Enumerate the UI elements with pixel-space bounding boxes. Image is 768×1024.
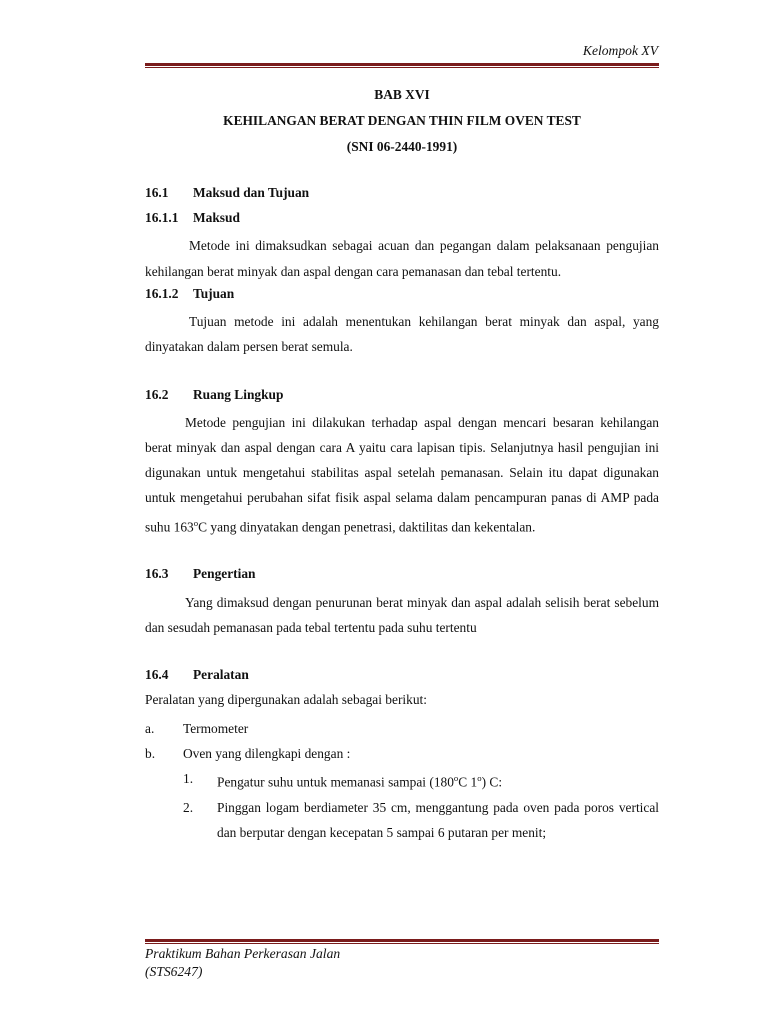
chapter-number: BAB XVI [374,87,430,102]
subsection-heading-16-1-2: 16.1.2 Tujuan [145,285,235,301]
header-rule [145,63,659,68]
section-heading-16-3: 16.3 Pengertian [145,566,256,582]
page-footer [145,945,340,981]
paragraph-maksud: Metode ini dimaksudkan sebagai acuan dan pegangan dalam pelaksanaan pengujian kehilangan berat minyak dan aspal dengan cara pemanasan dan tebal tertentu. [145,238,659,279]
list-item: b. Oven yang dilengkapi dengan : [145,745,351,761]
document-body [145,183,659,845]
section-heading-16-2: 16.2 Ruang Lingkup [145,386,284,402]
paragraph-tujuan: Tujuan metode ini adalah menentukan kehilangan berat minyak dan aspal, yang dinyatakan dalam persen berat semula. [145,313,659,355]
chapter-standard: (SNI 06-2440-1991) [346,139,458,154]
page-header-group: Kelompok XV [582,43,658,58]
subsection-heading-16-1-1: 16.1.1 Maksud [145,210,240,226]
section-heading-16-4: 16.4 Peralatan [145,667,249,683]
sub-list-item: 1. Pengatur suhu untuk memanasi sampai (180$^o$C 1$^o$) C: [183,770,503,790]
chapter-title: KEHILANGAN BERAT DENGAN THIN FILM OVEN TEST [223,113,581,128]
footer-rule [145,939,659,944]
section-heading-16-1: 16.1 Maksud dan Tujuan [145,185,310,200]
footer-code: (STS6247) [145,964,203,979]
paragraph-ruang-lingkup: Metode pengujian ini dilakukan terhadap aspal dengan mencari besaran kehilangan berat minyak dan aspal dengan cara A yaitu cara lapisan tipis. Selanjutnya hasil pengujian ini digunakan untuk mengetahui stabilitas aspal setelah pemanasan. Selain itu dapat digunakan untuk mengetahui perubahan sifat fisik aspal selama dalam pencampuran panas di AMP pada suhu 163$^o$C yang dinyatakan dengan penetrasi, daktilitas dan kekentalan. [145,414,659,535]
equipment-intro: Peralatan yang dipergunakan adalah sebagai berikut: [145,692,427,708]
list-item: a. Termometer [145,720,249,736]
chapter-titles [145,86,659,164]
sub-list-item: 2. Pinggan logam berdiameter 35 cm, menggantung pada oven pada poros vertical dan berputar dengan kecepatan 5 sampai 6 putaran per menit; [183,799,659,840]
paragraph-pengertian: Yang dimaksud dengan penurunan berat minyak dan aspal adalah selisih berat sebelum dan sesudah pemanasan pada tebal tertentu pada suhu tertentu [145,594,659,635]
footer-course: Praktikum Bahan Perkerasan Jalan [145,946,341,961]
